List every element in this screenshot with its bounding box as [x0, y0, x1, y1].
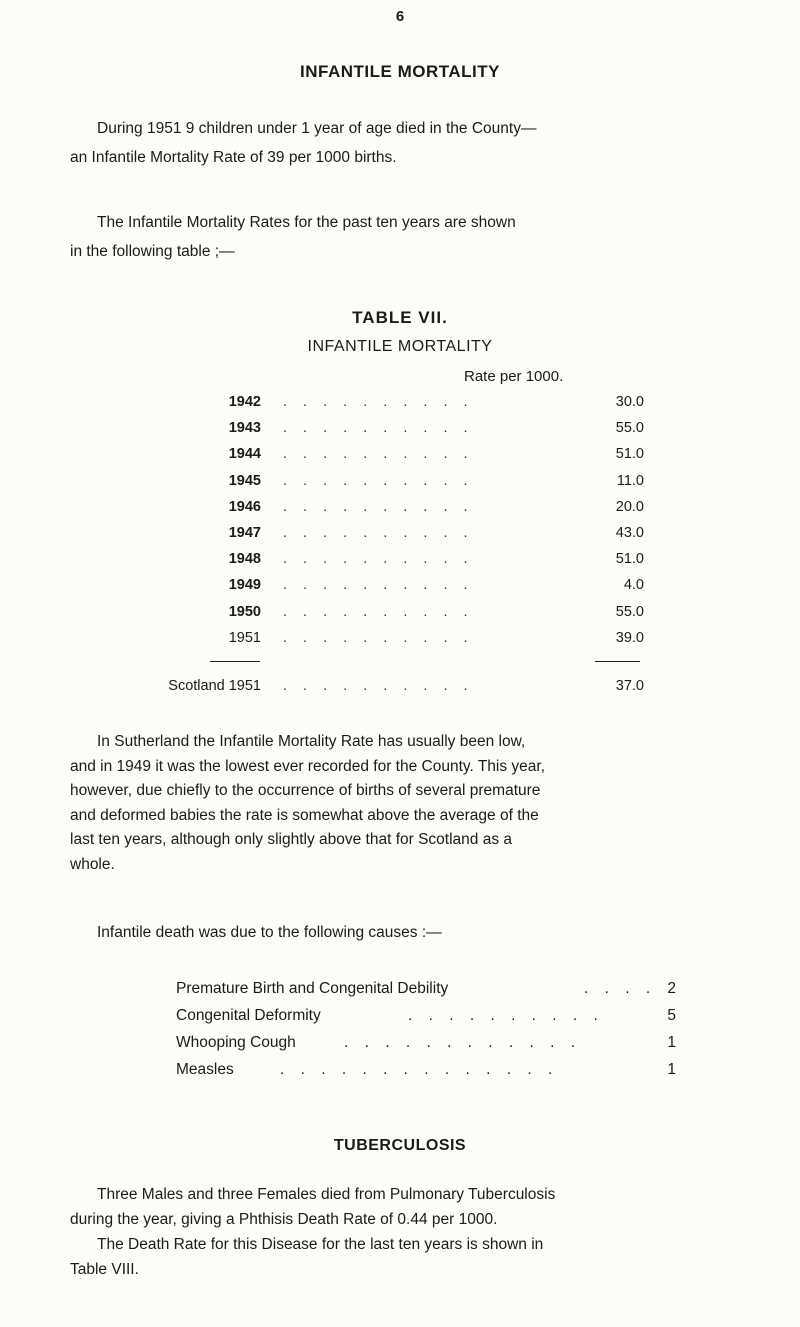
leader-dots: . . . . . . . . . .	[283, 394, 474, 410]
row-year: 1951	[228, 629, 261, 646]
table-row	[120, 525, 680, 549]
cause-label: Premature Birth and Congenital Debility	[176, 980, 449, 997]
cause-row	[176, 980, 676, 1007]
table-title: TABLE VII.	[352, 308, 448, 327]
cause-row	[176, 1007, 676, 1034]
cause-count: 1	[667, 1034, 676, 1051]
row-rate: 55.0	[615, 603, 644, 620]
row-rate: 20.0	[615, 498, 644, 515]
year-column-rule	[210, 661, 260, 662]
row-year: 1944	[228, 446, 261, 463]
tb-line-4: Table VIII.	[70, 1261, 139, 1278]
scotland-row	[120, 678, 680, 702]
table-row	[120, 577, 680, 601]
row-rate: 39.0	[615, 629, 644, 646]
leader-dots: . . . . . . . . . . . . . .	[280, 1061, 559, 1078]
sutherland-line-6: whole.	[70, 855, 115, 873]
leader-dots: . . . . . . . . . .	[283, 551, 474, 568]
rate-column-rule	[595, 661, 640, 662]
row-year: 1943	[228, 420, 261, 437]
row-rate: 30.0	[615, 394, 644, 410]
row-year: 1945	[228, 472, 261, 489]
leader-dots: . . . . . . . . . .	[283, 629, 474, 646]
leader-dots: . . . . . . . . . .	[283, 420, 474, 437]
table-subtitle: INFANTILE MORTALITY	[307, 338, 493, 355]
cause-row	[176, 1034, 676, 1061]
cause-label: Congenital Deformity	[176, 1007, 321, 1024]
leader-dots: . . . . . . . . . .	[283, 446, 474, 463]
table-row	[120, 394, 680, 418]
causes-list	[176, 980, 676, 1088]
tuberculosis-paragraph	[70, 1182, 770, 1282]
table-row	[120, 551, 680, 575]
row-year: 1949	[228, 577, 261, 594]
table-row	[120, 499, 680, 523]
cause-count: 1	[667, 1061, 676, 1078]
table-row	[120, 446, 680, 470]
row-year: 1950	[228, 603, 261, 620]
cause-label: Measles	[176, 1061, 234, 1078]
row-year: 1947	[228, 525, 261, 541]
row-rate: 4.0	[623, 577, 644, 594]
row-rate: 51.0	[615, 551, 644, 568]
table-row	[120, 630, 680, 654]
intro-line-1: During 1951 9 children under 1 year of age died in the County—	[97, 120, 537, 137]
scotland-rate: 37.0	[615, 678, 644, 694]
tb-line-2: during the year, giving a Phthisis Death Rate of 0.44 per 1000.	[70, 1211, 498, 1228]
sutherland-line-4: and deformed babies the rate is somewhat above the average of the	[70, 806, 539, 824]
leader-dots: . . . . . . . . . .	[283, 472, 474, 489]
leader-dots: . . . . . . . . . .	[283, 525, 474, 541]
infantile-mortality-heading: INFANTILE MORTALITY	[300, 62, 500, 81]
leader-dots: . . . . . . . . . .	[283, 498, 474, 515]
cause-row	[176, 1061, 676, 1088]
causes-intro: Infantile death was due to the following causes :—	[97, 924, 442, 941]
cause-label: Whooping Cough	[176, 1034, 296, 1051]
table-row	[120, 604, 680, 628]
rate-column-header: Rate per 1000.	[464, 368, 564, 385]
tuberculosis-heading: TUBERCULOSIS	[333, 1137, 467, 1154]
row-rate: 51.0	[615, 446, 644, 463]
sutherland-line-5: last ten years, although only slightly above that for Scotland as a	[70, 831, 513, 848]
rates-paragraph	[70, 208, 770, 266]
rates-line-2: in the following table ;—	[70, 243, 235, 260]
cause-count: 2	[667, 980, 676, 997]
row-year: 1948	[228, 551, 261, 568]
leader-dots: . . . . . . . . . .	[408, 1007, 604, 1024]
row-rate: 11.0	[616, 472, 644, 489]
table-row	[120, 420, 680, 444]
sutherland-paragraph	[70, 730, 770, 877]
leader-dots: . . . . . . . . . .	[283, 577, 474, 594]
tb-line-3: The Death Rate for this Disease for the last ten years is shown in	[97, 1236, 544, 1253]
sutherland-line-2: and in 1949 it was the lowest ever recorded for the County. This year,	[70, 757, 546, 775]
row-year: 1942	[228, 394, 261, 410]
intro-line-2: an Infantile Mortality Rate of 39 per 1000 births.	[70, 149, 397, 166]
leader-dots: . . . . . . . . . .	[283, 603, 474, 620]
row-year: 1946	[228, 498, 261, 515]
sutherland-line-1: In Sutherland the Infantile Mortality Rate has usually been low,	[97, 733, 526, 750]
leader-dots: . . . . . . . . . . . .	[344, 1034, 582, 1051]
cause-count: 5	[667, 1007, 676, 1024]
rates-line-1: The Infantile Mortality Rates for the past ten years are shown	[97, 214, 516, 231]
row-rate: 55.0	[615, 420, 644, 437]
intro-paragraph	[70, 114, 770, 172]
scotland-label: Scotland 1951	[168, 678, 261, 694]
leader-dots: . . . .	[584, 980, 657, 997]
leader-dots: . . . . . . . . . .	[283, 678, 474, 694]
sutherland-line-3: however, due chiefly to the occurrence of births of several premature	[70, 782, 541, 799]
table-row	[120, 473, 680, 497]
tb-line-1: Three Males and three Females died from Pulmonary Tuberculosis	[97, 1186, 556, 1203]
row-rate: 43.0	[615, 525, 644, 541]
page-number: 6	[395, 8, 405, 25]
